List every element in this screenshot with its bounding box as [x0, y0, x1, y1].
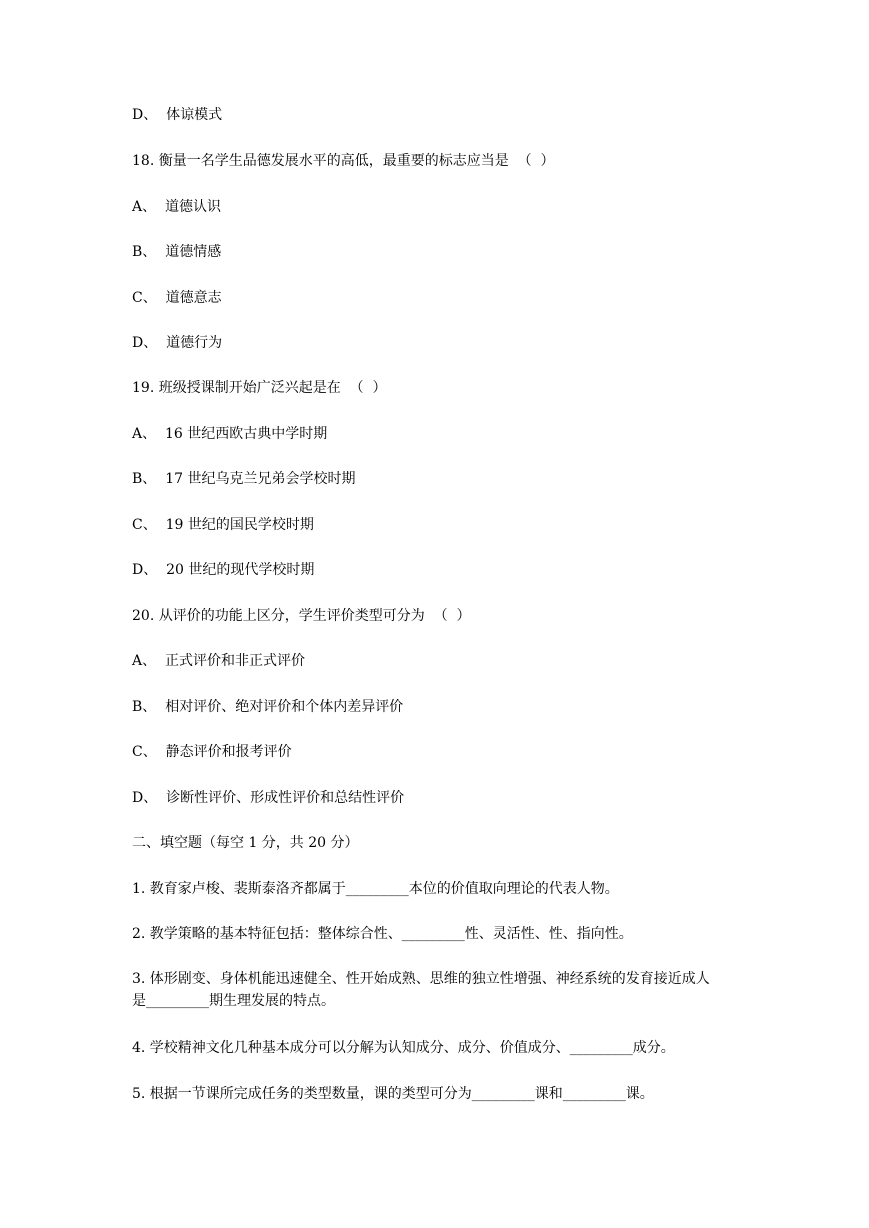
q20-option-c: C、 静态评价和报考评价 — [132, 744, 292, 760]
q18-option-a: A、 道德认识 — [132, 199, 222, 215]
q18-option-b: B、 道德情感 — [132, 244, 222, 260]
fill-question-2: 2. 教学策略的基本特征包括：整体综合性、_________性、灵活性、性、指向性。 — [132, 926, 633, 942]
fill-question-3: 3. 体形剧变、身体机能迅速健全、性开始成熟、思维的独立性增强、神经系统的发育接近成人是_________期生理发展的特点。 — [132, 971, 710, 1009]
q18-option-c: C、 道德意志 — [132, 290, 222, 306]
question-20: 20. 从评价的功能上区分，学生评价类型可分为 （ ） — [132, 608, 471, 624]
question-18: 18. 衡量一名学生品德发展水平的高低，最重要的标志应当是 （ ） — [132, 153, 555, 169]
q19-option-b: B、 17 世纪乌克兰兄弟会学校时期 — [132, 471, 356, 487]
q17-option-d: D、 体谅模式 — [132, 107, 223, 123]
q20-option-d: D、 诊断性评价、形成性评价和总结性评价 — [132, 790, 405, 806]
q20-option-a: A、 正式评价和非正式评价 — [132, 653, 306, 669]
fill-question-1: 1. 教育家卢梭、裴斯泰洛齐都属于_________本位的价值取向理论的代表人物。 — [132, 881, 619, 897]
section-heading-fill-in: 二、填空题（每空 1 分，共 20 分） — [132, 835, 359, 851]
question-19: 19. 班级授课制开始广泛兴起是在 （ ） — [132, 380, 387, 396]
fill-question-5: 5. 根据一节课所完成任务的类型数量，课的类型可分为_________课和_________课。 — [132, 1086, 654, 1102]
q19-option-c: C、 19 世纪的国民学校时期 — [132, 517, 314, 533]
q20-option-b: B、 相对评价、绝对评价和个体内差异评价 — [132, 699, 404, 715]
fill-question-4: 4. 学校精神文化几种基本成分可以分解为认知成分、成分、价值成分、_________成分。 — [132, 1040, 675, 1056]
q19-option-d: D、 20 世纪的现代学校时期 — [132, 562, 315, 578]
q19-option-a: A、 16 世纪西欧古典中学时期 — [132, 426, 328, 442]
q18-option-d: D、 道德行为 — [132, 335, 223, 351]
